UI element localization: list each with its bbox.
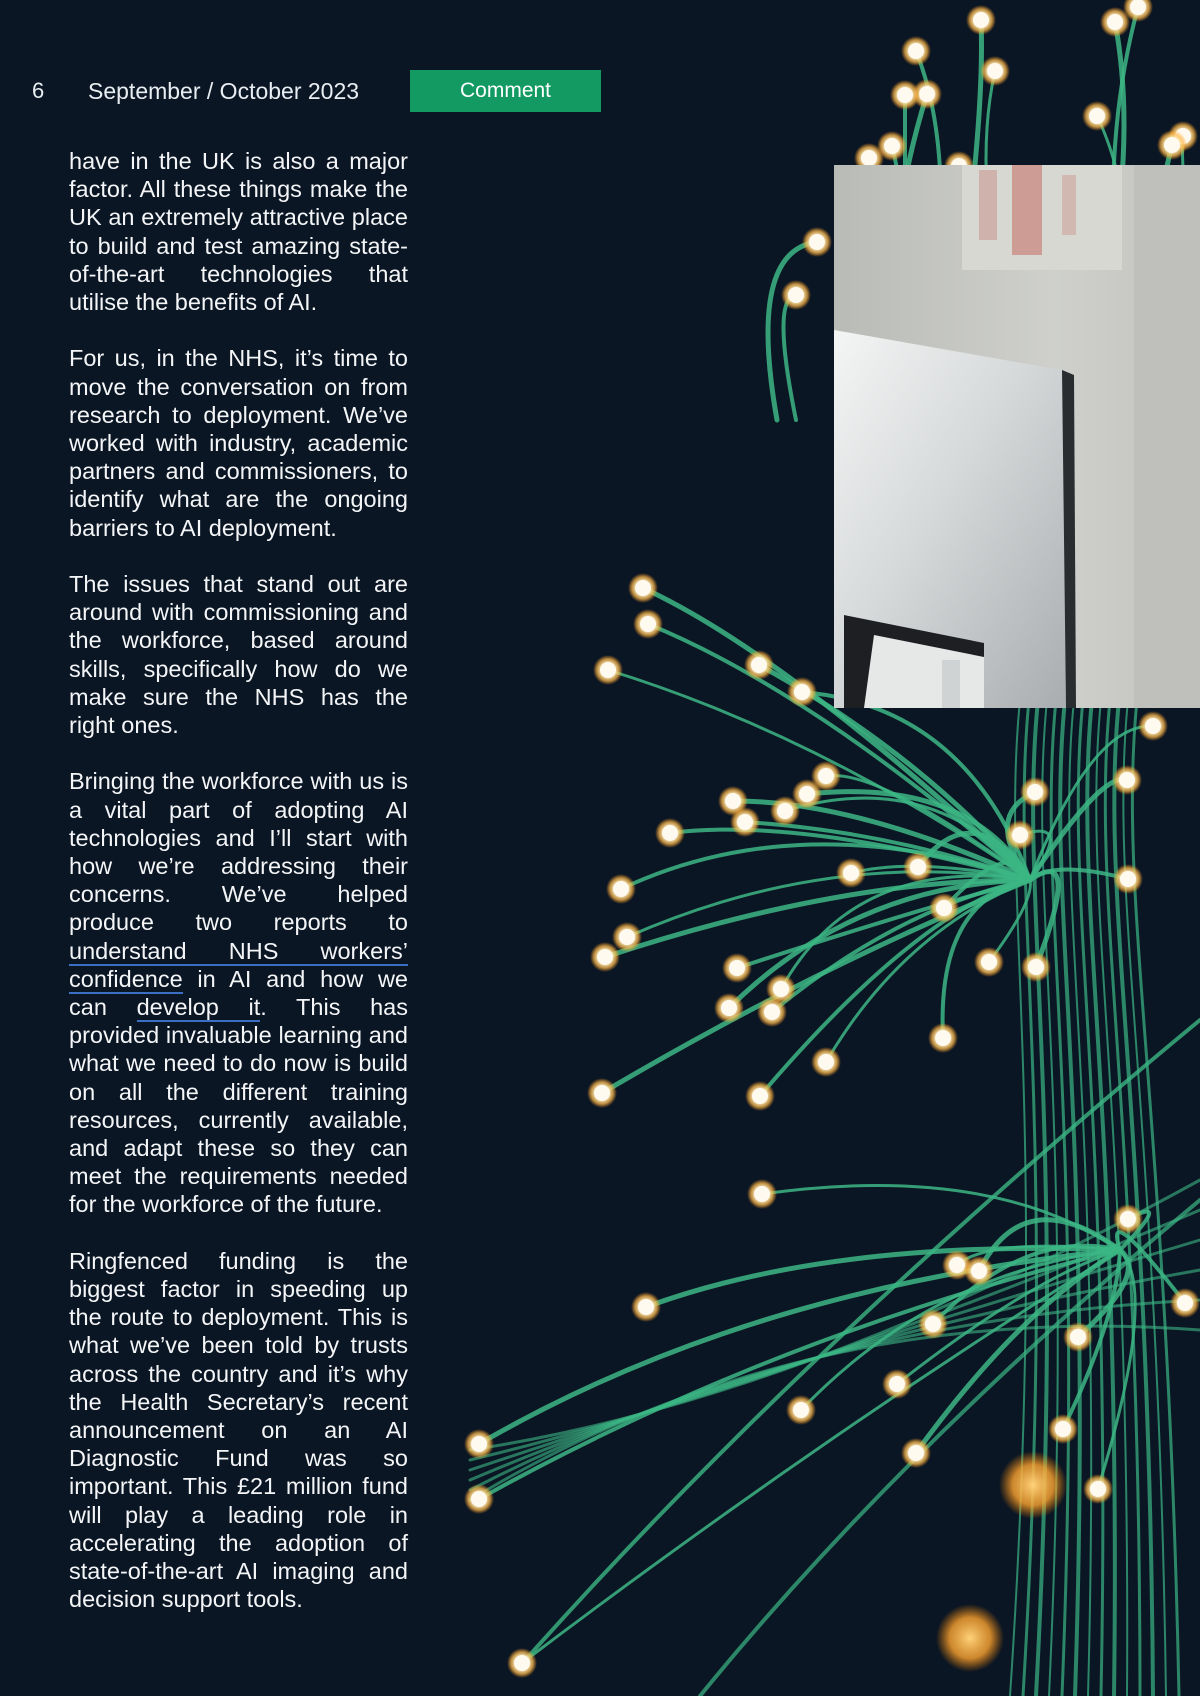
blurred-light — [999, 1451, 1067, 1519]
glowing-node-core — [973, 12, 989, 28]
glowing-node-core — [809, 234, 825, 250]
glowing-node-core — [752, 1088, 768, 1104]
glowing-node-core — [754, 1186, 770, 1202]
glowing-node-core — [777, 803, 793, 819]
monitor-photo — [834, 165, 1200, 708]
paragraph: For us, in the NHS, it’s time to move the conversation on from research to deployment. We’ve worked with industry, academic partners and commissioners, to identify what are the ongoing barriers to AI deployment. — [69, 345, 408, 541]
glowing-node-core — [764, 1004, 780, 1020]
glowing-node-core — [794, 684, 810, 700]
glowing-node-core — [861, 150, 877, 166]
glowing-node-core — [471, 1491, 487, 1507]
glowing-node-core — [662, 825, 678, 841]
link-nhs-workers-confidence[interactable]: understand NHS workers’ confidence — [69, 937, 408, 992]
glowing-node-core — [935, 1030, 951, 1046]
glowing-node-core — [638, 1299, 654, 1315]
glowing-node-core — [514, 1655, 530, 1671]
glowing-node-core — [1120, 871, 1136, 887]
glowing-node-core — [737, 814, 753, 830]
glowing-node-core — [1164, 137, 1180, 153]
glowing-node-core — [600, 662, 616, 678]
glowing-node-core — [1119, 772, 1135, 788]
link-develop-it[interactable]: develop it — [136, 994, 261, 1021]
glowing-node-core — [799, 786, 815, 802]
glowing-node-core — [908, 43, 924, 59]
fibre-strand — [1096, 700, 1127, 1696]
paragraph-text: . This has provided invaluable learning and what we need to do now is build on all the different training resources, currently available, and adapt these so they can meet the requirements needed for the workforce of the future. — [69, 994, 409, 1218]
computer-monitor-icon — [834, 165, 1200, 708]
glowing-node-core — [788, 287, 804, 303]
glowing-node-core — [919, 86, 935, 102]
paragraph: have in the UK is also a major factor. All these things make the UK an extremely attractive place to build and test amazing state-of-the-art technologies that utilise the benefits of AI. — [69, 148, 408, 316]
glowing-node-core — [721, 1000, 737, 1016]
glowing-node-core — [889, 1376, 905, 1392]
glowing-node-core — [971, 1263, 987, 1279]
glowing-node-core — [471, 1436, 487, 1452]
paragraph — [69, 767, 408, 1218]
glowing-node-core — [773, 981, 789, 997]
glowing-node-core — [981, 954, 997, 970]
glowing-node-core — [635, 580, 651, 596]
paragraph-text: in AI and how we can — [69, 965, 408, 1021]
blurred-light — [936, 1604, 1004, 1672]
glowing-node-core — [1027, 784, 1043, 800]
glowing-node-core — [1055, 1421, 1071, 1437]
glowing-node-core — [1012, 827, 1028, 843]
glowing-node-core — [613, 881, 629, 897]
glowing-node-core — [936, 900, 952, 916]
paragraph: The issues that stand out are around with commissioning and the workforce, based around skills, specifically how do we make sure the NHS has the right ones. — [69, 571, 408, 739]
glowing-node-core — [1089, 108, 1105, 124]
glowing-node-core — [1120, 1211, 1136, 1227]
glowing-node-core — [1090, 1481, 1106, 1497]
glowing-node-core — [640, 616, 656, 632]
glowing-node-core — [1107, 14, 1123, 30]
glowing-node-core — [910, 859, 926, 875]
glowing-node-core — [843, 865, 859, 881]
paragraph-text: Bringing the workforce with us is a vital part of adopting AI technologies and I’ll start with how we’re addressing their concerns. We’ve helped produce two reports to — [69, 768, 408, 936]
section-tag: Comment — [410, 70, 601, 112]
issue-date: September / October 2023 — [88, 78, 360, 104]
glowing-node-core — [1070, 1329, 1086, 1345]
glowing-node-core — [897, 87, 913, 103]
glowing-node-core — [729, 960, 745, 976]
glowing-node-core — [818, 1054, 834, 1070]
glowing-node-core — [1145, 718, 1161, 734]
glowing-node-core — [908, 1445, 924, 1461]
glowing-node-core — [987, 63, 1003, 79]
glowing-node-core — [925, 1316, 941, 1332]
glowing-node-core — [884, 138, 900, 154]
page-number: 6 — [32, 78, 45, 103]
glowing-node-core — [818, 768, 834, 784]
glowing-node-core — [725, 793, 741, 809]
glowing-node-core — [597, 949, 613, 965]
glowing-node-core — [751, 657, 767, 673]
glowing-node-core — [793, 1402, 809, 1418]
article-column — [69, 147, 408, 1642]
fibre-strand — [1123, 700, 1166, 1696]
glowing-node-core — [1028, 959, 1044, 975]
fibre-strand — [784, 295, 797, 420]
glowing-node-core — [1177, 1295, 1193, 1311]
glowing-node-core — [594, 1085, 610, 1101]
glowing-node-core — [949, 1257, 965, 1273]
paragraph: Ringfenced funding is the biggest factor in speeding up the route to deployment. This is what we’ve been told by trusts across the country and it’s why the Health Secretary’s recent announcement on an AI Diagnostic Fund was so important. This £21 million fund will play a leading role in accelerating the adoption of state-of-the-art AI imaging and decision support tools. — [69, 1247, 408, 1613]
glowing-node-core — [619, 929, 635, 945]
